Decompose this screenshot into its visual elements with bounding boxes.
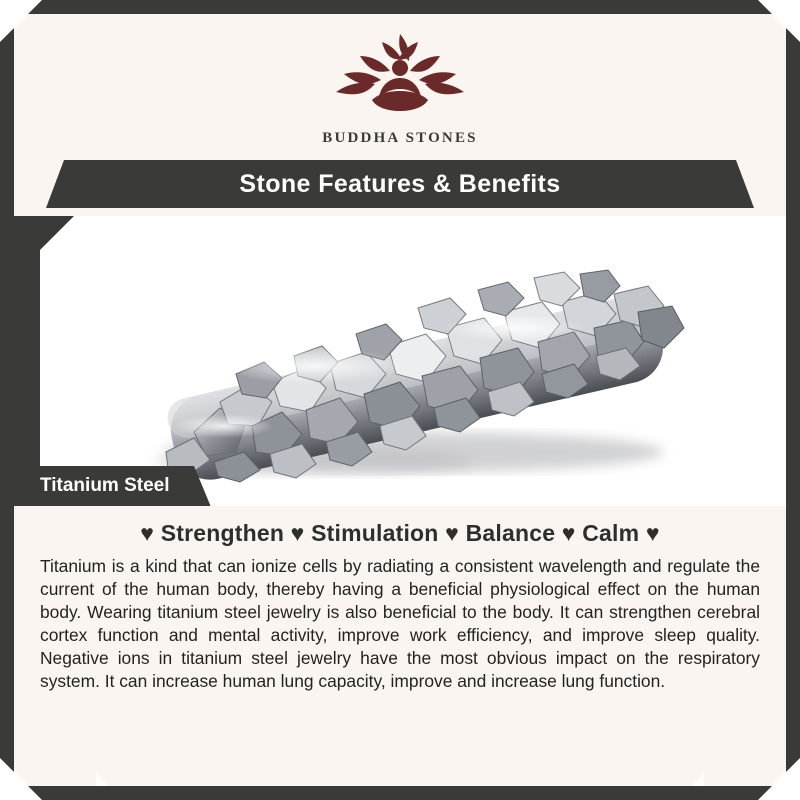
page-title: Stone Features & Benefits bbox=[239, 169, 561, 198]
titanium-steel-crystal-graphic bbox=[14, 216, 786, 506]
crystal-illustration bbox=[14, 216, 786, 506]
stone-name-label: Titanium Steel bbox=[14, 466, 194, 506]
benefits-line: ♥ Strengthen ♥ Stimulation ♥ Balance ♥ Calm ♥ bbox=[140, 520, 660, 546]
section-title-bar bbox=[46, 160, 754, 208]
brand-name: BUDDHA STONES bbox=[322, 130, 478, 146]
corner-bottom-right bbox=[758, 758, 800, 800]
corner-notch bbox=[40, 216, 74, 250]
inner-panel bbox=[14, 14, 786, 786]
bottom-right-wedge bbox=[678, 774, 704, 800]
product-image-panel bbox=[14, 216, 786, 506]
left-accent-strip bbox=[14, 216, 40, 506]
description-text: Titanium is a kind that can ionize cells by radiating a consistent wavelength and regulate the current of the human body, thereby having a beneficial physiological effect on the human body. Wearing titanium steel jewelry is also beneficial to the body. It can strengthen cerebral cortex function and mental activity, improve work efficiency, and improve sleep quality. Negative ions in titanium steel jewelry have the most obvious impact on the respiratory system. It can increase human lung capacity, improve and increase lung function. bbox=[40, 556, 760, 691]
bottom-left-wedge bbox=[96, 774, 122, 800]
corner-top-left bbox=[0, 0, 42, 42]
corner-bottom-left bbox=[0, 758, 42, 800]
lotus-buddha-meditation-icon bbox=[316, 30, 484, 126]
corner-top-right bbox=[758, 0, 800, 42]
brand-header bbox=[14, 14, 786, 154]
